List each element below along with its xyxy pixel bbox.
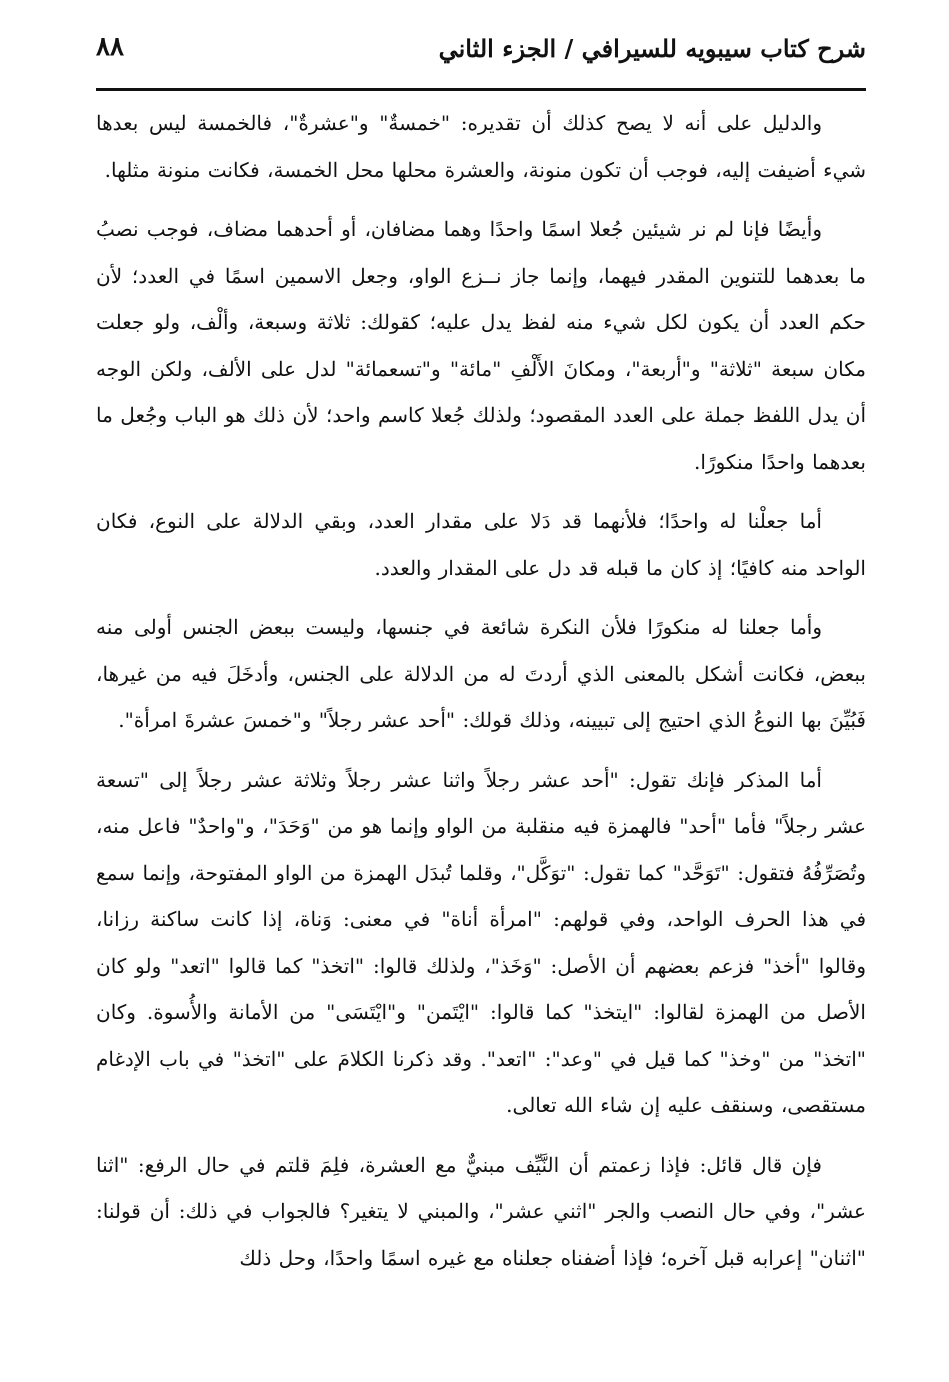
paragraph: والدليل على أنه لا يصح كذلك أن تقديره: "خمسةٌ" و"عشرةٌ"، فالخمسة ليس بعدها شيء أضيفت إليه، فوجب أن تكون منونة، والعشرة محلها محل الخمسة، فكانت منونة مثلها. <box>96 111 866 182</box>
paragraph: أما جعلْنا له واحدًا؛ فلأنهما قد دَلا على مقدار العدد، وبقي الدلالة على النوع، فكان الواحد منه كافيًا؛ إذ كان ما قبله قد دل على المقدار والعدد. <box>96 509 866 580</box>
paragraph: وأيضًا فإنا لم نر شيئين جُعلا اسمًا واحدًا وهما مضافان، أو أحدهما مضاف، فوجب نصبُ ما بعدهما للتنوين المقدر فيهما، وإنما جاز نــزع الواو، وجعل الاسمين اسمًا في العدد؛ لأن حكم العدد أن يكون لكل شيء منه لفظ يدل عليه؛ كقولك: ثلاثة وسبعة، وألْف، ولو جعلت مكان سبعة "ثلاثة" و"أربعة"، ومكانَ الأَلْفِ "مائة" و"تسعمائة" لدل على الألف، ولكن الوجه أن يدل اللفظ جملة على العدد المقصود؛ ولذلك جُعلا كاسم واحد؛ لأن ذلك هو الباب وجُعل ما بعدهما واحدًا منكورًا. <box>96 217 866 474</box>
body-text <box>96 100 866 1294</box>
page-number: ٨٨ <box>96 32 124 62</box>
paragraph: وأما جعلنا له منكورًا فلأن النكرة شائعة في جنسها، وليست ببعض الجنس أولى منه ببعض، فكانت أشكل بالمعنى الذي أردتَ له من الدلالة على الجنس، وأدخَلَ فيه من غيرها، فَبُيِّنَ بها النوعُ الذي احتيج إلى تبيينه، وذلك قولك: "أحد عشر رجلاً" و"خمسَ عشرةَ امرأة". <box>96 615 866 732</box>
header-rule <box>96 88 866 91</box>
running-title: شرح كتاب سيبويه للسيرافي / الجزء الثاني <box>438 34 866 63</box>
paragraph: أما المذكر فإنك تقول: "أحد عشر رجلاً واثنا عشر رجلاً وثلاثة عشر رجلاً إلى "تسعة عشر رجلاً" فأما "أحد" فالهمزة فيه منقلبة من الواو وإنما هو من "وَحَدَ"، و"واحدٌ" فاعل منه، وتُصَرِّفُهُ فتقول: "تَوَحَّد" كما تقول: "توَكَّل"، وقلما تُبدَل الهمزة من الواو المفتوحة، وإنما سمع في هذا الحرف الواحد، وفي قولهم: "امرأة أناة" في معنى: وَناة، إذا كانت ساكنة رزانا، وقالوا "أخذ" فزعم بعضهم أن الأصل: "وَخَذ"، ولذلك قالوا: "اتخذ" كما قالوا "اتعد" ولو كان الأصل من الهمزة لقالوا: "ايتخذ" كما قالوا: "ايْتَمن" و"ايْتَسَى" من الأمانة والأُسوة. وكان "اتخذ" من "وخذ" كما قيل في "وعد": "اتعد". وقد ذكرنا الكلامَ على "اتخذ" في باب الإدغام مستقصى، وسنقف عليه إن شاء الله تعالى. <box>96 767 866 1117</box>
paragraph: فإن قال قائل: فإذا زعمتم أن النَّيِّف مبنيٌّ مع العشرة، فلِمَ قلتم في حال الرفع: "اثنا عشر"، وفي حال النصب والجر "اثني عشر"، والمبني لا يتغير؟ فالجواب في ذلك: أن قولنا: "اثنان" إعرابه قبل آخره؛ فإذا أضفناه جعلناه مع غيره اسمًا واحدًا، وحل ذلك <box>96 1152 866 1270</box>
page-header <box>96 28 866 84</box>
